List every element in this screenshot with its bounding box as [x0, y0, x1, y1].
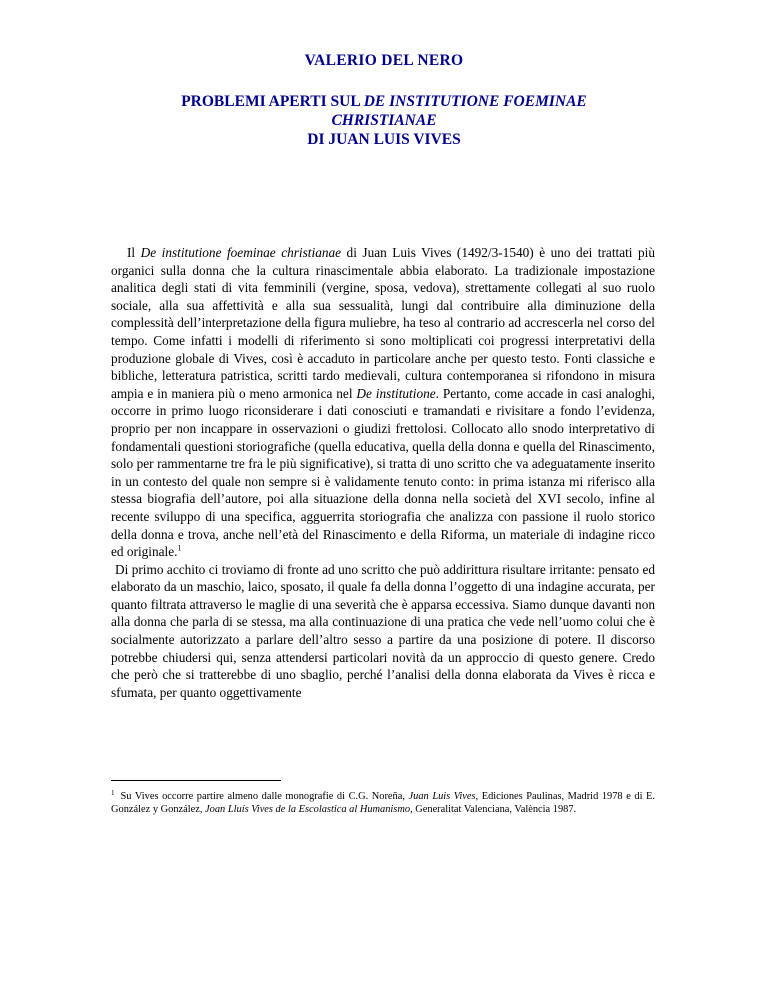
paragraph-1-prefix: Il — [127, 245, 141, 260]
title-line-1 — [110, 92, 658, 111]
paragraph-1-text-a: di Juan Luis Vives (1492/3-1540) è uno dei trattati più organici sulla donna che la cultura rinascimentale abbia elaborato. La tradizionale impostazione analitica degli stati di vita femminili (vergine, sposa, vedova), strettamente collegati al suo ruolo sociale, alla sua affettività e alla sua sessualità, lungi dal contribuire alla diminuzione della complessità dell’interpretazione della figura muliebre, ha teso al contrario ad accrescerla nel corso del tempo. Come infatti i modelli di riferimento si sono moltiplicati coi progressi interpretativi della produzione globale di Vives, così è accaduto in particolare anche per questo testo. Fonti classiche e bibliche, letteratura patristica, scritti tardo medievali, cultura contemporanea si rifondono in misura ampia e in maniera più o meno armonica nel — [111, 245, 655, 401]
footnote-italic-a: Juan Luis Vives — [408, 791, 476, 802]
title-line-3: DI JUAN LUIS VIVES — [307, 131, 461, 148]
footnote-text-b: , Ediciones Paulinas, Madrid 1978 e di E. González y González, — [111, 791, 656, 816]
title-line-2-italic: CHRISTIANAE — [331, 112, 437, 129]
footnote-italic-b: Joan Lluís Vives de la Escolastica al Humanismo — [205, 804, 411, 816]
body-text — [111, 244, 655, 701]
footnote-text-c: , Generalitat Valenciana, València 1987. — [410, 804, 577, 816]
title-line-2 — [110, 111, 658, 130]
paragraph-1 — [111, 244, 655, 561]
title-line-1-prefix: PROBLEMI APERTI SUL — [181, 93, 364, 110]
footnote-number: 1 — [111, 788, 115, 797]
footnote-text-a: Su Vives occorre partire almeno dalle monografie di C.G. Noreña, — [120, 791, 409, 802]
footnote-divider — [111, 780, 281, 781]
work-short-title-italic: De institutione — [356, 385, 436, 401]
paragraph-1-text-b: . Pertanto, come accade in casi analoghi, occorre in primo luogo riconsiderare i dati conosciuti e tramandati e rivisitare a fondo l’evidenza, proprio per non incappare in osservazioni o giudizi frettolosi. Collocato allo snodo interpretativo di fondamentali questioni storiografiche (quella educativa, quella della donna e quella del Rinascimento, solo per rammentarne tre fra le più significative), si tratta di uno scritto che va adeguatamente inserito in un contesto del quale non sempre si è validamente tenuto conto: in prima istanza mi riferisco alla stessa biografia dell’autore, poi alla situazione della donna nella società del XVI secolo, infine al recente sviluppo di una specifica, agguerrita storiografia che analizza con passione il ruolo storico della donna e trova, anche nell’età del Rinascimento e della Riforma, un materiale di indagine ricco ed originale. — [111, 385, 656, 560]
paper-title — [110, 92, 658, 149]
paragraph-2: Di primo acchito ci troviamo di fronte ad uno scritto che può addirittura risultare irritante: pensato ed elaborato da un maschio, laico, sposato, il quale fa della donna l’oggetto di una indagine accurata, per quanto filtrata attraverso le maglie di una severità che è apparsa eccessiva. Siamo dunque davanti non alla donna che parla di se stessa, ma alla continuazione di una pratica che vede nell’uomo colui che è socialmente autorizzato a parlare dell’altro sesso a partire da una posizione di potere. Il discorso potrebbe chiudersi qui, senza attendersi particolari novità da un approccio di questo genere. Credo che però che si tratterebbe di uno sbaglio, perché l’analisi della donna elaborata da Vives è ricca e sfumata, per quanto oggettivamente — [111, 561, 655, 700]
footnote-1 — [111, 790, 655, 817]
title-line-1-italic: DE INSTITUTIONE FOEMINAE — [363, 93, 587, 110]
author-name: VALERIO DEL NERO — [304, 52, 464, 69]
footnote-reference[interactable]: 1 — [177, 543, 182, 553]
work-title-italic: De institutione foeminae christianae — [140, 245, 342, 260]
